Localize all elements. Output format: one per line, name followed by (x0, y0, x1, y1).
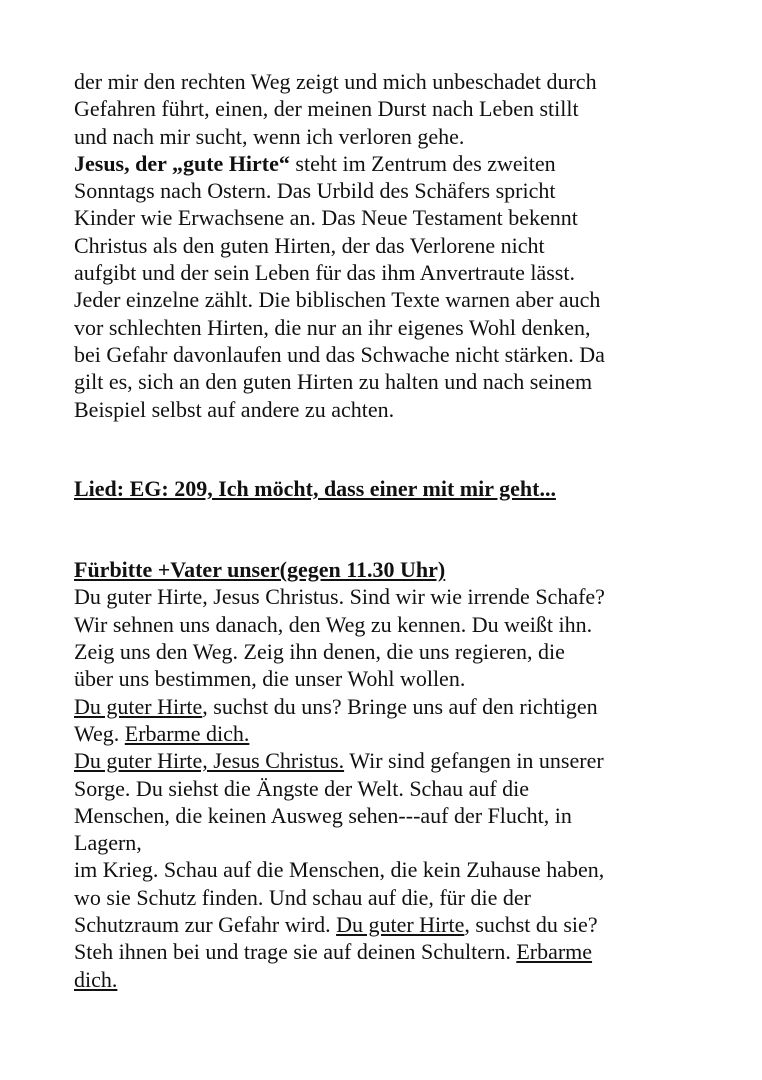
text-line: Jeder einzelne zählt. Die biblischen Texte warnen aber auch (74, 287, 601, 313)
text-fragment: Schutzraum zur Gefahr wird. (74, 912, 337, 938)
spacer (74, 502, 742, 556)
underlined-phrase: Du guter Hirte (74, 693, 203, 719)
text-line (74, 911, 742, 938)
song-heading: Lied: EG: 209, Ich möcht, dass einer mit mir geht... (74, 475, 556, 501)
prayer-section (74, 556, 742, 993)
prayer-heading: Fürbitte +Vater unser(gegen 11.30 Uhr) (74, 557, 446, 583)
text-line: Kinder wie Erwachsene an. Das Neue Testament bekennt (74, 205, 578, 231)
spacer (74, 423, 742, 475)
text-line (74, 966, 742, 993)
underlined-phrase: Du guter Hirte, Jesus Christus. (74, 748, 345, 774)
text-line: Gefahren führt, einen, der meinen Durst nach Leben stillt (74, 96, 579, 122)
text-line: gilt es, sich an den guten Hirten zu halten und nach seinem (74, 369, 593, 395)
text-line: Beispiel selbst auf andere zu achten. (74, 396, 395, 422)
text-line (74, 693, 742, 720)
text-fragment: Wir sind gefangen in unserer (344, 748, 604, 774)
text-line: Lagern, (74, 830, 142, 856)
underlined-phrase: Erbarme dich. (124, 720, 250, 746)
text-line: der mir den rechten Weg zeigt und mich unbeschadet durch (74, 69, 597, 94)
text-line: vor schlechten Hirten, die nur an ihr eigenes Wohl denken, (74, 314, 591, 340)
document-page (74, 68, 742, 993)
text-line: bei Gefahr davonlaufen und das Schwache nicht stärken. Da (74, 341, 605, 367)
text-line: Wir sehnen uns danach, den Weg zu kennen. Du weißt ihn. (74, 611, 593, 637)
text-line: Sorge. Du siehst die Ängste der Welt. Schau auf die (74, 775, 530, 801)
text-line: aufgibt und der sein Leben für das ihm Anvertraute lässt. (74, 260, 575, 286)
text-fragment: , suchst du sie? (464, 912, 598, 938)
text-line: wo sie Schutz finden. Und schau auf die, für die der (74, 884, 531, 910)
text-line (74, 747, 742, 774)
text-line (74, 150, 742, 177)
text-line: im Krieg. Schau auf die Menschen, die kein Zuhause haben, (74, 857, 605, 883)
text-line: Du guter Hirte, Jesus Christus. Sind wir wie irrende Schafe? (74, 584, 605, 610)
text-line (74, 720, 742, 747)
text-line: Sonntags nach Ostern. Das Urbild des Schäfers spricht (74, 178, 556, 204)
underlined-phrase: Erbarme (516, 939, 593, 965)
underlined-phrase: dich. (74, 966, 118, 992)
text-line: Zeig uns den Weg. Zeig ihn denen, die uns regieren, die (74, 639, 565, 665)
text-line: Menschen, die keinen Ausweg sehen---auf der Flucht, in (74, 802, 572, 828)
text-line: über uns bestimmen, die unser Wohl wollen. (74, 666, 466, 692)
text-line (74, 938, 742, 965)
bold-phrase: Jesus, der „gute Hirte“ (74, 150, 290, 176)
intro-paragraph (74, 68, 742, 423)
text-line: und nach mir sucht, wenn ich verloren gehe. (74, 123, 465, 149)
text-line: Christus als den guten Hirten, der das Verlorene nicht (74, 232, 545, 258)
text-fragment: Weg. (74, 720, 125, 746)
text-fragment: steht im Zentrum des zweiten (289, 150, 556, 176)
underlined-phrase: Du guter Hirte (336, 912, 465, 938)
text-fragment: Steh ihnen bei und trage sie auf deinen Schultern. (74, 939, 517, 965)
text-fragment: , suchst du uns? Bringe uns auf den richtigen (202, 693, 598, 719)
